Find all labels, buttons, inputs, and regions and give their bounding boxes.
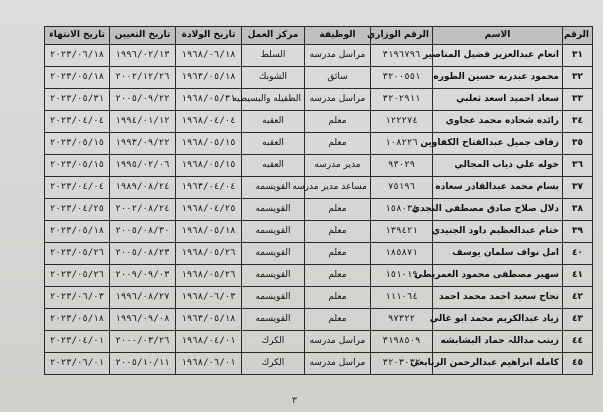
work-center: القويسمه [242, 265, 305, 287]
hire-date: ٢٠٠٥/٠٨/٣٠ [110, 221, 176, 243]
ministry-number: ١٢٢٢٧٤ [371, 111, 433, 133]
table-row [45, 177, 593, 199]
job-title: مراسل مدرسه [305, 331, 371, 353]
birth-date: ١٩٦٨/٠٥/٢٦ [176, 243, 242, 265]
employee-name: خوله علي ذياب المجالي [433, 155, 563, 177]
table-row [45, 45, 593, 67]
work-center: القويسمه [242, 199, 305, 221]
end-date: ٢٠٢٣/٠٦/٠١ [45, 353, 110, 375]
header-hire: تاريخ التعيين [110, 27, 176, 45]
ministry-number: ١٣٩٤٢١ [371, 221, 433, 243]
hire-date: ٢٠٠٥/٠٩/٢٢ [110, 89, 176, 111]
job-title: مراسل مدرسه [305, 353, 371, 375]
birth-date: ١٩٦٨/٠٦/٠٣ [176, 287, 242, 309]
birth-date: ١٩٦٣/٠٥/١٨ [176, 67, 242, 89]
table-row [45, 265, 593, 287]
end-date: ٢٠٢٣/٠٦/٠٣ [45, 287, 110, 309]
birth-date: ١٩٦٨/٠٥/٢٦ [176, 265, 242, 287]
employee-name: زينب مداللہ حماد البشابشه [433, 331, 563, 353]
employee-name: سهير مصطفى محمود العمريطي [433, 265, 563, 287]
table-row [45, 155, 593, 177]
birth-date: ١٩٦٣/٠٤/٠٤ [176, 177, 242, 199]
table-row [45, 111, 593, 133]
work-center: القويسمه [242, 221, 305, 243]
employee-name: كامله ابراهيم عبدالرحمن الربابعي [433, 353, 563, 375]
end-date: ٢٠٢٣/٠٥/١٨ [45, 221, 110, 243]
job-title: معلم [305, 133, 371, 155]
birth-date: ١٩٦٨/٠٤/٠١ [176, 331, 242, 353]
birth-date: ١٩٦٨/٠٥/١٥ [176, 155, 242, 177]
job-title: معلم [305, 287, 371, 309]
end-date: ٢٠٢٣/٠٥/١٥ [45, 155, 110, 177]
birth-date: ١٩٦٨/٠٦/٠١ [176, 353, 242, 375]
row-number: ٣٧ [563, 177, 593, 199]
ministry-number: ١٨٥٨٧١ [371, 243, 433, 265]
row-number: ٣٣ [563, 89, 593, 111]
header-ministry-no: الرقم الوزاري [371, 27, 433, 45]
birth-date: ١٩٦٨/٠٥/١٨ [176, 221, 242, 243]
table-row [45, 67, 593, 89]
work-center: القويسمه [242, 243, 305, 265]
work-center: القويسمه [242, 177, 305, 199]
employee-name: نجاح سعيد احمد محمد احمد [433, 287, 563, 309]
row-number: ٤١ [563, 265, 593, 287]
employee-name: امل نواف سلمان يوسف [433, 243, 563, 265]
header-end: تاريخ الانتهاء [45, 27, 110, 45]
employee-name: دلال صلاح صادق مصطفى النجدي [433, 199, 563, 221]
hire-date: ١٩٩٦/٠٨/٢٧ [110, 287, 176, 309]
birth-date: ١٩٦٨/٠٤/٠٤ [176, 111, 242, 133]
birth-date: ١٩٦٨/٠٦/١٨ [176, 45, 242, 67]
ministry-number: ١٥٨٠٣٤ [371, 199, 433, 221]
birth-date: ١٩٦٨/٠٤/٢٥ [176, 199, 242, 221]
work-center: القويسمه [242, 309, 305, 331]
header-center: مركز العمل [242, 27, 305, 45]
hire-date: ٢٠٠٥/٠٨/٢٣ [110, 243, 176, 265]
row-number: ٤٣ [563, 309, 593, 331]
row-number: ٤٤ [563, 331, 593, 353]
table-row [45, 353, 593, 375]
ministry-number: ٣٢٠٢٩١١ [371, 89, 433, 111]
hire-date: ٢٠٠٢/٠٨/٢٤ [110, 199, 176, 221]
ministry-number: ١٥١٠١٩ [371, 265, 433, 287]
hire-date: ٢٠٠٩/٠٩/٠٣ [110, 265, 176, 287]
table-row [45, 331, 593, 353]
hire-date: ٢٠٠٥/١٠/١١ [110, 353, 176, 375]
work-center: الطفيله والبسيطيه [242, 89, 305, 111]
work-center: العقبه [242, 155, 305, 177]
hire-date: ٢٠٠٢/١٢/٢٦ [110, 67, 176, 89]
job-title: مراسل مدرسه [305, 89, 371, 111]
ministry-number: ٣١٩٨٥٠٩ [371, 331, 433, 353]
end-date: ٢٠٢٣/٠٤/٠١ [45, 331, 110, 353]
employee-name: سعاد احميد اسعد ثعلبي [433, 89, 563, 111]
table-row [45, 199, 593, 221]
table-row [45, 243, 593, 265]
header-name: الاسم [433, 27, 563, 45]
work-center: الكرك [242, 353, 305, 375]
employee-name: ختام عبدالعظيم داود الجنيدي [433, 221, 563, 243]
ministry-number: ٩٧٣٢٢ [371, 309, 433, 331]
job-title: مراسل مدرسه [305, 45, 371, 67]
header-no: الرقم [563, 27, 593, 45]
job-title: مساعد مدير مدرسه [305, 177, 371, 199]
row-number: ٣٩ [563, 221, 593, 243]
end-date: ٢٠٢٣/٠٥/١٨ [45, 67, 110, 89]
table-row [45, 221, 593, 243]
employee-name: رائده شحاده محمد عجاوي [433, 111, 563, 133]
birth-date: ١٩٦٣/٠٥/١٨ [176, 309, 242, 331]
ministry-number: ١١١٠٦٤ [371, 287, 433, 309]
hire-date: ١٩٩٤/٠١/١٢ [110, 111, 176, 133]
job-title: مدير مدرسه [305, 155, 371, 177]
work-center: الكرك [242, 331, 305, 353]
table-row [45, 133, 593, 155]
row-number: ٤٠ [563, 243, 593, 265]
header-job: الوظيفة [305, 27, 371, 45]
hire-date: ١٩٩٥/٠٢/٠٦ [110, 155, 176, 177]
ministry-number: ١٠٨٢٢٦ [371, 133, 433, 155]
job-title: معلم [305, 243, 371, 265]
work-center: العقبه [242, 133, 305, 155]
row-number: ٣٨ [563, 199, 593, 221]
hire-date: ٢٠٠٠/٠٣/٢٦ [110, 331, 176, 353]
job-title: معلم [305, 199, 371, 221]
ministry-number: ٣٢٠٣٠٣٢ [371, 353, 433, 375]
employee-name: زفاف جميل عبدالفتاح الكفاوين [433, 133, 563, 155]
ministry-number: ٣١٩٦٧٩٦ [371, 45, 433, 67]
job-title: معلم [305, 221, 371, 243]
header-birth: تاريخ الولادة [176, 27, 242, 45]
retirement-table [44, 26, 593, 375]
hire-date: ١٩٩٦/٠٢/١٣ [110, 45, 176, 67]
row-number: ٣٥ [563, 133, 593, 155]
end-date: ٢٠٢٣/٠٤/٠٤ [45, 177, 110, 199]
work-center: القويسمه [242, 287, 305, 309]
end-date: ٢٠٢٣/٠٥/٣١ [45, 89, 110, 111]
table-row [45, 309, 593, 331]
work-center: السلط [242, 45, 305, 67]
job-title: معلم [305, 265, 371, 287]
hire-date: ١٩٩٦/٠٩/٠٨ [110, 309, 176, 331]
end-date: ٢٠٢٣/٠٥/١٥ [45, 133, 110, 155]
row-number: ٣٦ [563, 155, 593, 177]
employee-name: بسام محمد عبدالقادر سعاده [433, 177, 563, 199]
birth-date: ١٩٦٨/٠٥/٣١ [176, 89, 242, 111]
page-number: ٣ [292, 396, 297, 406]
work-center: الشوبك [242, 67, 305, 89]
row-number: ٤٥ [563, 353, 593, 375]
ministry-number: ٧٥١٩٦ [371, 177, 433, 199]
employee-name: محمود عبدربه حسين الطوره [433, 67, 563, 89]
table-row [45, 287, 593, 309]
end-date: ٢٠٢٣/٠٥/٢٦ [45, 265, 110, 287]
row-number: ٣٤ [563, 111, 593, 133]
job-title: سائق [305, 67, 371, 89]
employee-name: انعام عبدالعزيز فضيل المناصير [433, 45, 563, 67]
work-center: العقبه [242, 111, 305, 133]
employee-name: زياد عبدالكريم محمد ابو غالي [433, 309, 563, 331]
row-number: ٣١ [563, 45, 593, 67]
job-title: معلم [305, 309, 371, 331]
row-number: ٤٢ [563, 287, 593, 309]
hire-date: ١٩٩٣/٠٩/٢٢ [110, 133, 176, 155]
ministry-number: ٣٢٠٠٥٥١ [371, 67, 433, 89]
row-number: ٣٢ [563, 67, 593, 89]
end-date: ٢٠٢٣/٠٤/٠٤ [45, 111, 110, 133]
end-date: ٢٠٢٣/٠٥/٢٦ [45, 243, 110, 265]
end-date: ٢٠٢٣/٠٦/١٨ [45, 45, 110, 67]
birth-date: ١٩٦٨/٠٥/١٥ [176, 133, 242, 155]
table-header-row [45, 27, 593, 45]
table-row [45, 89, 593, 111]
ministry-number: ٩٣٠٢٩ [371, 155, 433, 177]
job-title: معلم [305, 111, 371, 133]
end-date: ٢٠٢٣/٠٥/١٨ [45, 309, 110, 331]
hire-date: ١٩٨٩/٠٨/٢٤ [110, 177, 176, 199]
end-date: ٢٠٢٣/٠٤/٢٥ [45, 199, 110, 221]
